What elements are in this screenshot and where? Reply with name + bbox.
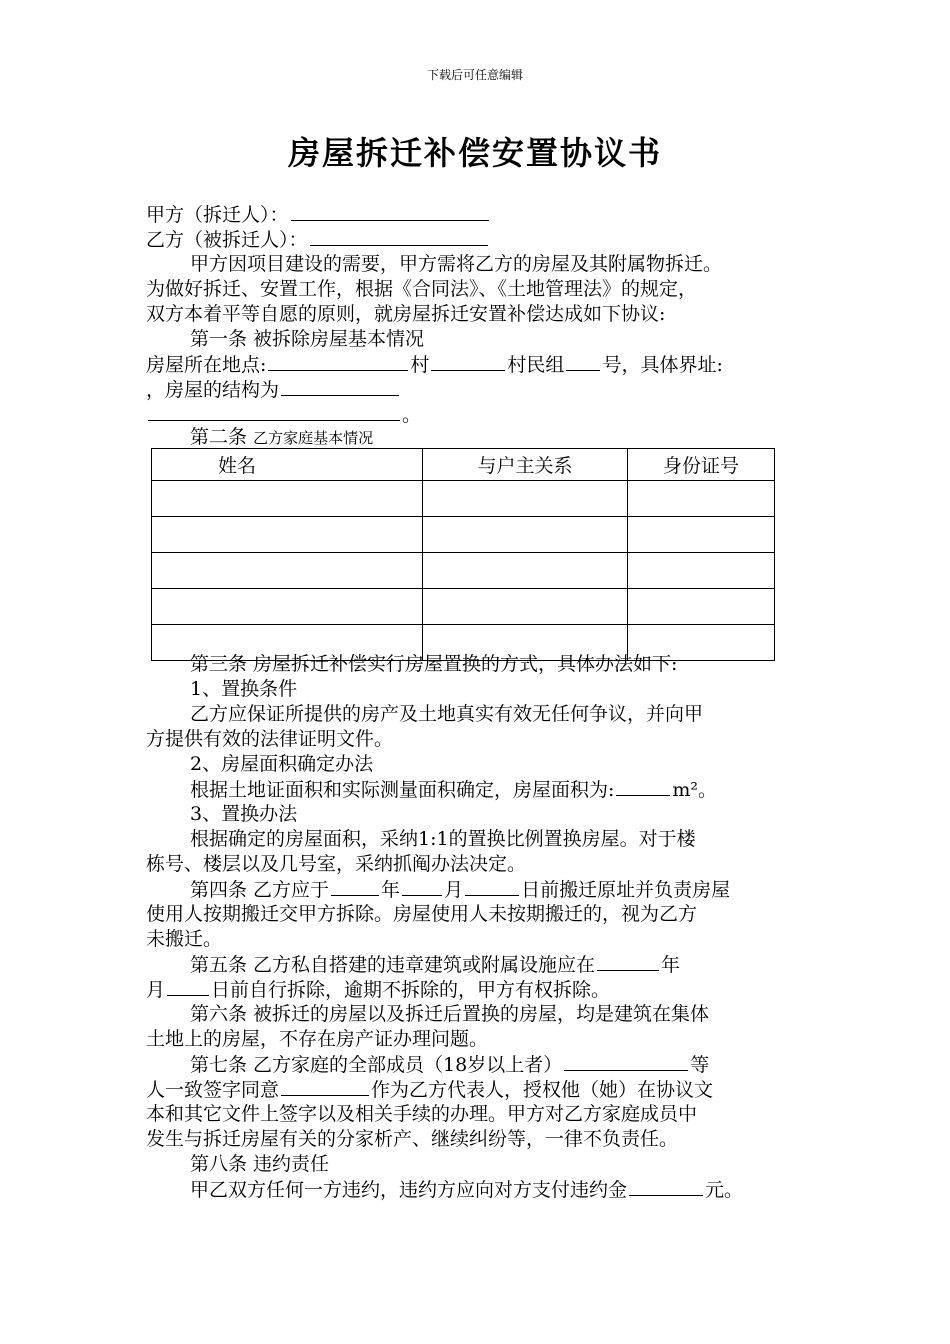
- article7-lead: 第七条 乙方家庭的全部成员（18岁以上者）: [190, 1054, 563, 1076]
- article1-period: 。: [402, 404, 422, 426]
- article7-line3: 本和其它文件上签字以及相关手续的办理。甲方对乙方家庭成员中: [146, 1103, 698, 1125]
- village-label: 村: [410, 354, 430, 376]
- table-cell[interactable]: [423, 517, 628, 553]
- penalty-label: 甲乙双方任何一方违约，违约方应向对方支付违约金: [190, 1179, 628, 1201]
- article3-item3-line2: 栋号、楼层以及几号室，采纳抓阄办法决定。: [146, 853, 527, 875]
- penalty-blank[interactable]: [629, 1177, 703, 1196]
- article5-tail: 日前自行拆除，逾期不拆除的，甲方有权拆除。: [211, 979, 611, 1001]
- article4-line1: [190, 877, 730, 902]
- family-table: [151, 448, 775, 661]
- month-label: 月: [146, 979, 166, 1001]
- year-label: 年: [661, 954, 681, 976]
- article7-line2: [146, 1077, 713, 1102]
- article1-location: [146, 352, 723, 377]
- article7-line4: 发生与拆迁房屋有关的分家析产、继续纠纷等，一律不负责任。: [146, 1128, 679, 1150]
- article8-line1: [190, 1177, 743, 1202]
- article7-line1: [190, 1052, 709, 1077]
- article3-item1-line2: 方提供有效的法律证明文件。: [146, 728, 394, 750]
- table-cell[interactable]: [423, 481, 628, 517]
- representative-blank[interactable]: [281, 1077, 369, 1096]
- article3-item3-line1: 根据确定的房屋面积，采纳1:1的置换比例置换房屋。对于楼: [190, 828, 696, 850]
- preamble-line-3: 双方本着平等自愿的原则，就房屋拆迁安置补偿达成如下协议:: [146, 303, 666, 325]
- table-cell[interactable]: [423, 553, 628, 589]
- article3-item2-title: 2、房屋面积确定办法: [190, 753, 374, 775]
- party-a-line: [146, 202, 491, 227]
- year-label: 年: [381, 879, 401, 901]
- table-cell[interactable]: [628, 589, 775, 625]
- article1-structure: [146, 377, 401, 402]
- table-cell[interactable]: [152, 553, 423, 589]
- members-blank[interactable]: [564, 1052, 688, 1071]
- article3-item1-line1: 乙方应保证所提供的房产及土地真实有效无任何争议，并向甲: [190, 703, 704, 725]
- penalty-unit: 元。: [705, 1179, 744, 1201]
- article8-heading: 第八条 违约责任: [190, 1153, 330, 1175]
- table-row: [152, 589, 775, 625]
- month-label: 月: [444, 879, 464, 901]
- article5-lead: 第五条 乙方私自搭建的违章建筑或附属设施应在: [190, 954, 596, 976]
- party-b-line: [146, 227, 490, 252]
- article4-lead: 第四条 乙方应于: [190, 879, 330, 901]
- demolish-year-blank[interactable]: [597, 952, 659, 971]
- article4-line2: 使用人按期搬迁交甲方拆除。房屋使用人未按期搬迁的，视为乙方: [146, 903, 698, 925]
- demolish-month-blank[interactable]: [167, 977, 209, 996]
- table-cell[interactable]: [628, 481, 775, 517]
- table-cell[interactable]: [628, 553, 775, 589]
- move-day-blank[interactable]: [465, 877, 519, 896]
- party-a-label: 甲方（拆迁人）：: [146, 204, 289, 226]
- location-label: 房屋所在地点:: [146, 354, 267, 376]
- area-unit: m²。: [672, 779, 718, 801]
- article3-item3-title: 3、置换办法: [190, 803, 298, 825]
- preamble-line-1: 甲方因项目建设的需要，甲方需将乙方的房屋及其附属物拆迁。: [190, 253, 723, 275]
- article1-heading: 第一条 被拆除房屋基本情况: [190, 328, 425, 350]
- col-name: 姓名: [152, 449, 423, 481]
- party-b-blank[interactable]: [310, 227, 488, 246]
- table-cell[interactable]: [628, 517, 775, 553]
- article7-authorize: 作为乙方代表人，授权他（她）在协议文: [371, 1079, 714, 1101]
- article2-title: 乙方家庭基本情况: [253, 429, 374, 447]
- article2-heading: [190, 425, 373, 450]
- number-label: 号，具体界址:: [602, 354, 723, 376]
- article7-deng: 等: [690, 1054, 710, 1076]
- col-id-number: 身份证号: [628, 449, 775, 481]
- article7-agree: 人一致签字同意: [146, 1079, 280, 1101]
- col-relation: 与户主关系: [423, 449, 628, 481]
- article4-line3: 未搬迁。: [146, 928, 223, 950]
- location-blank[interactable]: [268, 352, 408, 371]
- party-a-blank[interactable]: [291, 202, 489, 221]
- area-blank[interactable]: [616, 777, 670, 796]
- article3-item1-title: 1、置换条件: [190, 678, 298, 700]
- article6-line2: 土地上的房屋，不存在房产证办理问题。: [146, 1028, 489, 1050]
- article3-item2-line1: [190, 777, 717, 802]
- move-year-blank[interactable]: [331, 877, 379, 896]
- party-b-label: 乙方（被拆迁人）：: [146, 229, 308, 251]
- article5-line2: [146, 977, 610, 1002]
- area-label: 根据土地证面积和实际测量面积确定，房屋面积为:: [190, 779, 615, 801]
- article3-heading: 第三条 房屋拆迁补偿实行房屋置换的方式，具体办法如下:: [190, 653, 678, 675]
- article6-line1: 第六条 被拆迁的房屋以及拆迁后置换的房屋，均是建筑在集体: [190, 1003, 710, 1025]
- table-cell[interactable]: [152, 589, 423, 625]
- structure-blank[interactable]: [281, 377, 399, 396]
- boundary-blank[interactable]: [148, 402, 400, 421]
- group-label: 村民组: [507, 354, 565, 376]
- structure-label: ，房屋的结构为: [146, 379, 280, 401]
- table-row: [152, 481, 775, 517]
- table-cell[interactable]: [423, 589, 628, 625]
- header-note: 下载后可任意编辑: [426, 68, 523, 82]
- table-row: [152, 517, 775, 553]
- village-blank[interactable]: [431, 352, 505, 371]
- day-label: 日前搬迁原址并负责房屋: [521, 879, 731, 901]
- article2-number: 第二条: [190, 426, 248, 448]
- family-table-header: [152, 449, 775, 481]
- article1-end: [146, 402, 421, 427]
- article5-line1: [190, 952, 680, 977]
- preamble-line-2: 为做好拆迁、安置工作，根据《合同法》、《土地管理法》的规定，: [146, 278, 698, 300]
- table-row: [152, 553, 775, 589]
- table-cell[interactable]: [152, 517, 423, 553]
- document-title: 房屋拆迁补偿安置协议书: [287, 134, 662, 172]
- table-cell[interactable]: [152, 481, 423, 517]
- number-blank[interactable]: [566, 352, 600, 371]
- move-month-blank[interactable]: [402, 877, 442, 896]
